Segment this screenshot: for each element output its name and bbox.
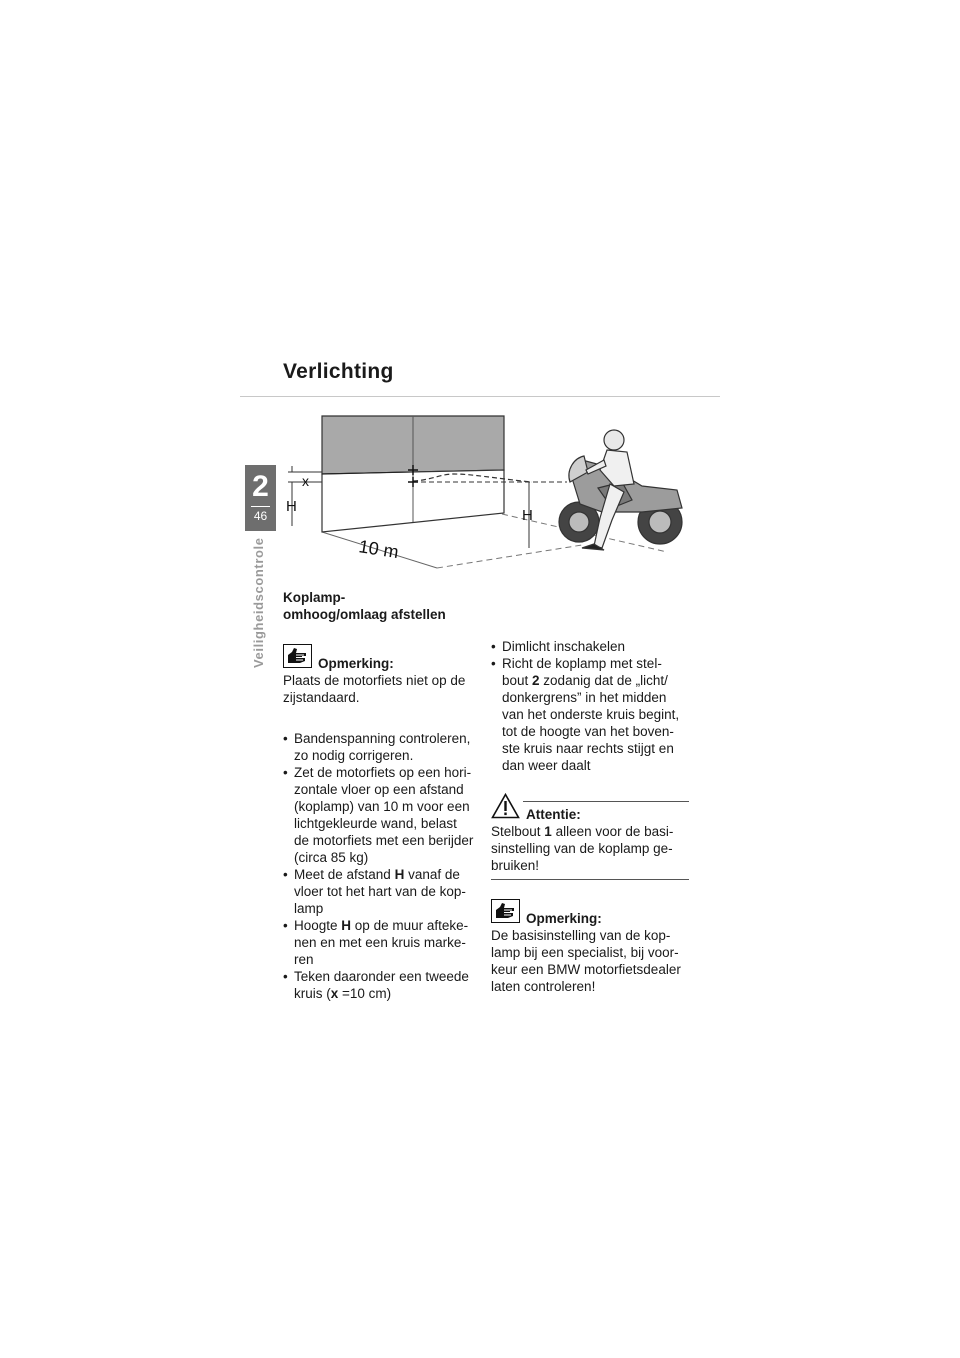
note-hand-icon (491, 899, 520, 923)
side-section-label: Veiligheidscontrole (251, 537, 266, 668)
section-heading-line2: omhoog/omlaag afstellen (283, 607, 446, 622)
note-hand-icon (283, 644, 312, 668)
section-heading-line1: Koplamp- (283, 590, 346, 605)
chapter-tab-divider (251, 506, 270, 507)
warning-bottom-rule (491, 879, 689, 880)
chapter-number: 2 (252, 470, 269, 503)
note-2-label: Opmerking: (526, 911, 602, 926)
label-x: x (302, 473, 309, 489)
note-1-label: Opmerking: (318, 656, 394, 671)
note-1-text (283, 672, 478, 706)
steps-list-right (491, 638, 691, 774)
label-distance: 10 m (357, 536, 401, 563)
label-h-wall: H (286, 498, 297, 515)
note-2-line: keur een BMW motorfietsdealer (491, 962, 681, 977)
note-1-line: Plaats de motorfiets niet op de (283, 673, 466, 688)
list-item: • Meet de afstand H vanaf de vloer tot het hart van de kop- lamp (283, 866, 478, 917)
list-item: • Zet de motorfiets op een hori- zontale vloer op een afstand (koplamp) van 10 m voor een lichtgekleurde wand, belast de motorfiets met een berijder (circa 85 kg) (283, 764, 478, 866)
warning-text: Stelbout 1 alleen voor de basi- sinstelling van de koplamp ge- bruiken! (491, 824, 674, 873)
page-number: 46 (253, 509, 268, 523)
steps-list-left (283, 730, 478, 1002)
floor-line-dashed-2 (437, 545, 582, 568)
warning-label: Attentie: (526, 807, 581, 822)
section-heading (283, 589, 543, 623)
note-2-line: laten controleren! (491, 979, 596, 994)
warning-triangle-icon (491, 793, 520, 819)
motorcycle-with-rider (559, 430, 682, 550)
list-item: • Richt de koplamp met stel- bout 2 zodanig dat de „licht/ donkergrens” in het midden van het onderste kruis begint, tot de hoogte van het boven- ste kruis naar rechts stijgt en dan weer daalt (491, 655, 691, 774)
headlight-alignment-illustration (282, 408, 702, 573)
page-title: Verlichting (283, 360, 394, 383)
list-item: • Bandenspanning controleren, zo nodig corrigeren. (283, 730, 478, 764)
note-2-line: De basisinstelling van de kop- (491, 928, 671, 943)
list-item: • Hoogte H op de muur afteke- nen en met een kruis marke- ren (283, 917, 478, 968)
warning-block (491, 793, 691, 874)
note-2-text (491, 927, 691, 995)
note-1-line: zijstandaard. (283, 690, 360, 705)
note-2 (491, 899, 691, 995)
list-item: • Dimlicht inschakelen (491, 638, 691, 655)
list-item: • Teken daaronder een tweede kruis (x =10 cm) (283, 968, 478, 1002)
title-divider (240, 396, 720, 397)
note-1 (283, 644, 478, 706)
note-2-line: lamp bij een specialist, bij voor- (491, 945, 679, 960)
label-h-bike: H (522, 507, 533, 524)
